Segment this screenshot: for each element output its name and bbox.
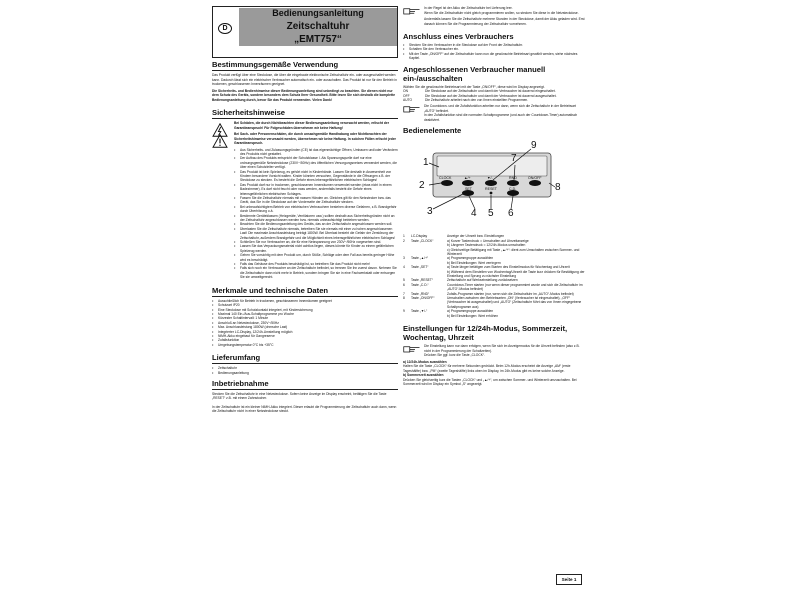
controls-legend xyxy=(403,234,586,318)
safety-bullet-text: Schließen Sie nur Verbraucher an, die für eine Netzspannung von 230V~/50Hz vorgesehen sind. xyxy=(240,240,382,245)
bullet-dot: • xyxy=(234,225,236,231)
legend-k xyxy=(411,314,447,318)
pointing-hand-icon xyxy=(403,6,421,16)
legend-k: Taste „SET“ xyxy=(411,265,429,270)
settings-note2: Drücken Sie ggf. kurz die Taste „CLOCK“. xyxy=(424,353,485,358)
mode-key: OFF xyxy=(403,93,410,98)
connect-item-text: Schalten Sie den Verbraucher ein. xyxy=(409,47,460,52)
legend-n: 9 xyxy=(403,309,405,314)
safety-bullet-text: Beachten Sie die Bedienungsanleitung des Geräts, das an der Zeitschaltuhr angeschlossen werden soll. xyxy=(240,222,393,227)
title-line-3: „EMT757“ xyxy=(239,33,397,46)
startup-heading: Inbetriebnahme xyxy=(212,379,398,390)
title-line-2: Zeitschaltuhr xyxy=(239,20,397,33)
mode-key: ON xyxy=(403,89,408,94)
legend-v: b) Längerer Tastendruck = 12/24h-Modus umschalten xyxy=(447,243,526,248)
feature-item-text: Integrierter LC-Display, 12/24h-Umstellung möglich xyxy=(218,329,293,334)
legend-k: Taste „C.D.“ xyxy=(411,282,429,287)
bullet-dot: • xyxy=(212,315,214,321)
legend-k: Taste „RESET“ xyxy=(411,278,433,283)
lc-display xyxy=(437,153,547,176)
legend-k: Taste „ON/OFF“ xyxy=(411,296,435,301)
bullet-dot: • xyxy=(234,239,236,245)
features-heading: Merkmale und technische Daten xyxy=(212,286,398,297)
legend-n: 6 xyxy=(403,282,405,287)
down-button-shape xyxy=(485,180,497,186)
callout-4: 4 xyxy=(471,208,477,220)
legend-k: Taste „RND“ xyxy=(411,291,430,296)
title-area xyxy=(239,7,397,46)
settings-p-b: Drücken Sie gleichzeitig kurz die Tasten „CLOCK“ und „▲/+“, um zwischen Sommer- und Winterzeit umzuschalten. Bei Sommerzeit wird im Display ein Symbol „S“ angezeigt. xyxy=(403,377,577,387)
warning-block-1 xyxy=(212,121,398,130)
legend-n xyxy=(403,314,411,318)
safety-bullet xyxy=(234,156,398,169)
legend-n: 1 xyxy=(403,234,405,239)
intended-use-heading: Bestimmungsgemäße Verwendung xyxy=(212,60,398,71)
scope-heading: Lieferumfang xyxy=(212,353,398,364)
legend-k xyxy=(411,270,447,279)
bullet-dot: • xyxy=(234,243,236,249)
safety-bullet-text: Das Produkt darf nur in trockenen, geschlossenen Innenräumen verwendet werden (etwa nicht in einem Badezimmer). Es darf nicht feucht oder nass werden, andernfalls besteht die Gefahr eines lebensgefährlichen elektrischen Schlages. xyxy=(240,182,392,196)
bullet-dot: • xyxy=(234,155,236,161)
legend-n xyxy=(403,270,411,279)
safety-bullet xyxy=(234,148,398,157)
bullet-dot: • xyxy=(234,252,236,258)
bullet-dot: • xyxy=(212,310,214,316)
feature-item-text: Ausschließlich für Betrieb in trockenen, geschlossenen Innenräumen geeignet xyxy=(218,298,332,303)
legend-v: Umschalten zwischen den Betriebsarten „ON“ (Verbraucher ist eingeschaltet), „OFF“ (Verbraucher ist ausgeschaltet) und „AUTO“ (Zeitschaltuhr führt das von Ihnen eingegebene Schaltprogramm aus) xyxy=(447,296,582,309)
label-set: SET xyxy=(465,187,472,192)
language-badge: D xyxy=(218,23,232,34)
scope-item-text: Zeitschaltuhr xyxy=(218,366,237,371)
manual-intro: Wählen Sie die gewünschte Betriebsart mit der Taste „ON/OFF“, diese wird im Display angezeigt. xyxy=(403,84,545,89)
safety-bullet xyxy=(234,253,398,262)
legend-row xyxy=(403,296,586,309)
legend-row xyxy=(403,270,586,279)
startup-p2: In der Zeitschaltuhr ist ein kleiner NiMH-Akku integriert. Dieser erlaubt die Programmierung der Zeitschaltuhr auch dann, wenn die Zeitschaltuhr nicht in einer Netzsteckdose steckt. xyxy=(212,404,397,414)
legend-row xyxy=(403,314,586,318)
connect-item-text: Stecken Sie den Verbraucher in die Steckdose auf der Front der Zeitschaltuhr. xyxy=(409,43,523,47)
intended-use-p2: Die Sicherheits- und Bedienhinweise dieser Bedienungsanleitung sind unbedingt zu beachten. Sie dienen nicht nur dem Schutz des Geräts, sondern besonders dem Schutz Ihrer Gesundheit. Bitte lesen Sie sich deshalb die komplette Bedienungsanleitung durch, bevor Sie das Produkt verwenden. Vielen Dank! xyxy=(212,88,396,102)
bullet-dot: • xyxy=(234,221,236,227)
safety-heading: Sicherheitshinweise xyxy=(212,108,398,119)
legend-v: a) Programmgruppe auswählen xyxy=(447,309,494,314)
bullet-dot: • xyxy=(234,203,236,209)
bullet-dot: • xyxy=(234,212,236,218)
title-line-1: Bedienungsanleitung xyxy=(239,8,397,20)
mode-text: Die Steckdose auf der Zeitschaltuhr und damit der Verbraucher ist dauernd ausgeschaltet. xyxy=(425,93,557,98)
bullet-dot: • xyxy=(212,332,214,338)
bullet-dot: • xyxy=(212,328,214,334)
pointing-hand-icon xyxy=(403,344,421,354)
safety-bullet xyxy=(234,266,398,279)
label-cd: C.D. xyxy=(509,187,517,192)
feature-item-text: Maximal 140 Ein-/Aus-Schaltprogramme pro Woche xyxy=(218,311,294,316)
connect-list xyxy=(403,43,586,61)
manual-note2: In den Zufallsfunktion sind die normalen Schaltprogramme (und auch der Countdown-Timer) automatisch deaktiviert. xyxy=(424,113,578,122)
intended-use-p1: Das Produkt verfügt über eine Steckdose, die über die eingebaute elektronische Zeitschaltuhr ein- oder ausgeschaltet werden kann. Dadurch lässt sich ein elektrischer Verbraucher automatisch ein- oder ausschalten. Das Produkt ist nur für den Betrieb in trockenen, geschlossenen Innenräumen geeignet. xyxy=(212,73,397,86)
feature-item-text: Kürzester Schaltintervall: 1 Minute xyxy=(218,316,269,321)
safety-warning-2: Bei Sach- oder Personenschäden, die durch unsachgemäße Handhabung oder Nichtbeachten der Sicherheitshinweise verursacht werden, übernehmen wir keine Haftung. In solchen Fällen erlischt jeder Garantieanspruch. xyxy=(234,132,396,145)
control-panel-diagram xyxy=(403,139,586,234)
legend-v: a) Programmgruppe auswählen xyxy=(447,256,494,261)
feature-item-text: Umgebungstemperatur 0°C bis +35°C xyxy=(218,342,274,347)
label-rnd: RND xyxy=(509,176,517,181)
clock-button-shape xyxy=(441,180,453,186)
callout-1: 1 xyxy=(423,157,429,169)
safety-bullet xyxy=(234,227,398,240)
legend-v: Countdown-Timer starten (nur wenn dieser programmiert wurde und sich die Zeitschaltuhr im „AUTO“-Modus befindet) xyxy=(447,282,583,292)
safety-bullet-text: Falls sich noch ein Verbraucher an der Zeitschaltuhr befindet, so trennen Sie ihn zuerst davon. Nehmen Sie die Zeitschaltuhr dann nicht mehr in Betrieb, sondern bringen Sie sie in eine Fachwerkstatt oder entsorgen Sie sie umweltgerecht. xyxy=(240,266,397,280)
safety-bullet-text: Bestimmte Geräteklassen (Heizgeräte, Ventilatoren usw.) sollten deshalb aus Sicherheitsgründen nicht an der Zeitschaltuhr angeschlossen werden bzw. niemals unbeaufsichtigt betrieben werden. xyxy=(240,213,395,222)
reset-button-shape xyxy=(490,192,493,195)
connect-heading: Anschluss eines Verbrauchers xyxy=(403,32,514,41)
safety-bullet xyxy=(234,183,398,196)
rnd-button-shape xyxy=(507,180,519,186)
safety-bullet-list xyxy=(234,148,398,280)
safety-bullet-text: Das Produkt ist kein Spielzeug, es gehört nicht in Kinderhände. Lassen Sie deshalb in Anwesenheit von Kindern besondere Vorsicht walten. Kinder könnten versuchen, Gegenstände in die Öffnungen z.B. der Steckdose zu stecken. Es besteht die Gefahr eines lebensgefährlichen elektrischen Schlages! xyxy=(240,169,392,183)
safety-bullet-text: Falls das Gehäuse des Produkts beschädigt ist, so betreiben Sie das Produkt nicht mehr! xyxy=(240,262,371,267)
legend-v: b) Bei Einstellungen: Wert verringern xyxy=(447,260,501,265)
feature-item-text: Max. Anschlussleistung 1800W (ohmsche Last) xyxy=(218,325,288,330)
legend-v: b) Bei Einstellungen: Wert erhöhen xyxy=(447,313,499,318)
bullet-dot: • xyxy=(403,50,405,56)
note1-p1: In der Regel ist der Akku der Zeitschaltuhr bei Lieferung leer. xyxy=(424,6,513,10)
warning-block-2 xyxy=(212,132,398,146)
settings-p-a: Halten Sie die Taste „CLOCK“ für mehrere Sekunden gedrückt. Beim 12h-Modus erscheint die Anzeige „AM“ (erste Tageshälfte) bzw. „PM“ (zweite Tageshälfte) links oben im Display, im 24h-Modus gibt es keine solche Anzeige. xyxy=(403,364,571,373)
legend-v: Zeitschaltuhr auf Werkseinstellung zurücksetzen xyxy=(447,278,518,283)
manual-note-block xyxy=(403,104,586,122)
legend-n: 2 xyxy=(403,238,405,243)
bullet-dot: • xyxy=(212,324,214,330)
bullet-dot: • xyxy=(212,341,214,347)
legend-n: 5 xyxy=(403,278,405,283)
bullet-dot: • xyxy=(212,302,214,308)
legend-v: Anzeige der Uhrzeit bzw. Einstellungen xyxy=(447,234,505,239)
settings-heading: Einstellungen für 12/24h-Modus, Sommerzeit, Wochentag, Uhrzeit xyxy=(403,324,568,343)
right-column xyxy=(403,6,586,387)
callout-8: 8 xyxy=(555,182,561,194)
bullet-dot: • xyxy=(234,194,236,200)
feature-item-text: Schutzart IP20 xyxy=(218,303,240,308)
safety-bullet-text: Bei unbeaufsichtigtem Betrieb von elektrischen Verbrauchern bestehen diverse Gefahren, z.B. Brandgefahr durch Überhitzung o.ä. xyxy=(240,204,397,214)
safety-bullet-text: Gehen Sie vorsichtig mit dem Produkt um, durch Stöße, Schläge oder dem Fall aus bereits geringer Höhe wird es beschädigt. xyxy=(240,253,395,262)
safety-bullet-text: Aus Sicherheits- und Zulassungsgründen (CE) ist das eigenmächtige Öffnen, Umbauen und/oder Verändern des Produkts nicht gestattet. xyxy=(240,147,398,156)
safety-bullet xyxy=(234,205,398,214)
bullet-dot: • xyxy=(234,168,236,174)
mode-text: Die Steckdose auf der Zeitschaltuhr und damit der Verbraucher ist dauernd eingeschaltet. xyxy=(425,89,556,94)
scope-list xyxy=(212,366,398,375)
onoff-button-shape xyxy=(529,180,541,186)
settings-sub-a: a) 12/24h-Modus auswählen xyxy=(403,359,447,364)
safety-bullet xyxy=(234,244,398,253)
callout-7: 7 xyxy=(511,153,517,165)
safety-bullet xyxy=(234,170,398,183)
note-block-1 xyxy=(403,6,586,26)
manual-note: Die Countdown- und die Zufallsfunktion arbeiten nur dann, wenn sich die Zeitschaltuhr in der Betriebsart „AUTO“ befindet. xyxy=(424,104,576,113)
feature-item-text: Eine Steckdose mit Schutzkontakt integriert, mit Kindersicherung xyxy=(218,307,313,312)
label-down: ▼/- xyxy=(487,176,493,181)
bullet-dot: • xyxy=(403,46,405,52)
bullet-dot: • xyxy=(212,306,214,312)
bullet-dot: • xyxy=(403,42,405,47)
bullet-dot: • xyxy=(234,261,236,267)
bullet-dot: • xyxy=(212,319,214,325)
label-onoff: ON/OFF xyxy=(528,176,542,181)
safety-bullet-text: Lassen Sie das Verpackungsmaterial nicht achtlos liegen, dieses könnte für Kinder zu einem gefährlichen Spielzeug werden. xyxy=(240,244,394,253)
safety-bullet-text: Überlasten Sie die Zeitschaltuhr niemals, betreiben Sie sie niemals mit einer zu hohen angeschlossenen Last! Die maximale Anschlussleistung beträgt 1800W. Bei Überlast besteht die Gefahr der Zerstörung der Zeitschaltuhr, außerdem Brandgefahr und die Möglichkeit eines lebensgefährlichen elektrischen Schlages! xyxy=(240,226,396,240)
bullet-dot: • xyxy=(212,297,214,303)
callout-3: 3 xyxy=(427,206,433,218)
bullet-dot: • xyxy=(212,337,214,343)
legend-v: a) Kurzer Tastendruck = Umschalten auf Uhrzeitanzeige xyxy=(447,238,529,243)
callout-5: 5 xyxy=(488,208,494,220)
controls-heading: Bedienelemente xyxy=(403,126,462,136)
feature-item-text: Zufallsfunktion xyxy=(218,338,240,343)
legend-n: 7 xyxy=(403,291,405,296)
legend-n: 8 xyxy=(403,296,405,301)
label-clock: CLOCK xyxy=(439,176,452,181)
legend-v: a) Taste länger betätigen zum Starten des Einstellmodus für Wochentag und Uhrzeit xyxy=(447,265,570,270)
legend-v: Zufalls-Programm starten (nur, wenn sich die Zeitschaltuhr im „AUTO“-Modus befindet) xyxy=(447,291,574,296)
bullet-dot: • xyxy=(234,146,236,152)
left-column xyxy=(212,6,398,414)
settings-note: Die Einstellung kann nur dann erfolgen, wenn Sie sich im Anzeigemodus für die Uhrzeit befinden (also z.B. nicht in der Programmierung der Schaltzeiten). xyxy=(424,344,580,353)
title-box xyxy=(212,6,398,58)
mode-row xyxy=(403,98,586,102)
legend-k: LC-Display xyxy=(411,234,428,239)
settings-note-block xyxy=(403,344,586,358)
features-list xyxy=(212,299,398,347)
legend-row xyxy=(403,283,586,292)
connect-item xyxy=(403,52,586,61)
bullet-dot: • xyxy=(212,369,214,375)
legend-v: c) Gleichzeitige Betätigung mit Taste „▲/+“: dient zum Umschalten zwischen Sommer- und Winterzeit xyxy=(447,247,580,256)
mode-text: Die Zeitschaltuhr arbeitet nach den von Ihnen einstellten Programmen. xyxy=(425,97,529,102)
legend-n xyxy=(403,248,411,257)
up-button-shape xyxy=(462,180,474,186)
legend-k: Taste „CLOCK“ xyxy=(411,238,434,243)
legend-k: Taste „▼/-“ xyxy=(411,309,428,314)
safety-bullet xyxy=(234,196,398,205)
label-reset: RESET xyxy=(485,187,497,192)
bullet-dot: • xyxy=(234,181,236,187)
note1-p3: Andernfalls lassen Sie die Zeitschaltuhr mehrere Stunden in der Steckdose, damit der Akku geladen wird. Erst danach können Sie die Programmierung der Zeitschaltuhr vornehmen. xyxy=(424,17,585,26)
startup-p1: Stecken Sie die Zeitschaltuhr in eine Netzsteckdose. Sofern keine Anzeige im Display erscheint, betätigen Sie die Taste „RESET“ z.B. mit einem Zahnstocher. xyxy=(212,391,387,401)
feature-item-text: Anschluß an Netzsteckdose, 230V~/50Hz xyxy=(218,320,279,325)
callout-2: 2 xyxy=(419,180,425,192)
connect-item-text: Mit der Taste „ON/OFF“ auf der Zeitschaltuhr kann nun die gewünschte Betriebsart gewählt werden, siehe nächstes Kapitel. xyxy=(409,51,578,61)
pointing-hand-icon xyxy=(403,104,421,114)
label-up: ▲/+ xyxy=(464,176,471,181)
exclamation-warning-icon xyxy=(212,134,228,148)
settings-sub-b: b) Sommerzeit auswählen xyxy=(403,373,444,378)
callout-9: 9 xyxy=(531,140,537,152)
mode-key: AUTO xyxy=(403,97,413,102)
legend-v: b) Während dem Einstellen von Wochentag/Uhrzeit die Taste kurz drücken für Bestätigung der Einstellung und Sprung zu nächster Einstellung xyxy=(447,269,585,278)
legend-k xyxy=(411,248,447,257)
legend-n: 3 xyxy=(403,256,405,261)
legend-k: Taste „▲/+“ xyxy=(411,256,429,261)
manual-heading: Angeschlossenen Verbraucher manuell ein-/ausschalten xyxy=(403,64,546,83)
safety-warning-1: Bei Schäden, die durch Nichtbeachten dieser Bedienungsanleitung verursacht werden, erlischt der Garantieanspruch! Für Folgeschäden übernehmen wir keine Haftung! xyxy=(234,121,389,130)
modes-list xyxy=(403,89,586,102)
safety-bullet-text: Der Aufbau des Produkts entspricht der Schutzklasse I. Als Spannungsquelle darf nur eine ordnungsgemäße Netzsteckdose (230V~/50Hz) des öffentlichen Versorgungsnetzes verwendet werden, die über einen Schutzleiter verfügt. xyxy=(240,156,397,170)
page-number: Seite 1 xyxy=(556,574,582,585)
callout-6: 6 xyxy=(508,208,514,220)
scope-item-text: Bedienungsanleitung xyxy=(218,370,249,375)
legend-n: 4 xyxy=(403,265,405,270)
bullet-dot: • xyxy=(212,365,214,371)
bullet-dot: • xyxy=(234,265,236,271)
legend-row xyxy=(403,248,586,257)
safety-bullet-text: Fassen Sie die Zeitschaltuhr niemals mit nassen Händen an. Gleiches gilt für den Netzstecker bzw. das Gerät, das Sie in die Steckdose auf der Vorderseite der Zeitschaltuhr stecken. xyxy=(240,195,391,205)
safety-bullet xyxy=(234,214,398,223)
feature-item-text: NiMH-Akku eingebaut für Gangreserve xyxy=(218,333,275,338)
note1-p2: Wenn Sie die Zeitschaltuhr nicht gleich programmieren wollen, so stecken Sie diese in die Netzsteckdose. xyxy=(424,10,579,15)
